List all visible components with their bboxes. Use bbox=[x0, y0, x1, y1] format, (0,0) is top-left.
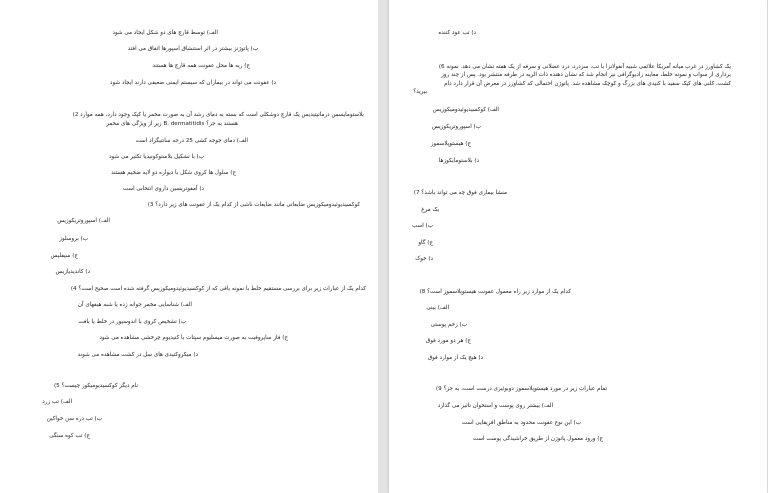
q6-question-line-3: کشت، کلنی های کپک سفید با کنیدی های بزرگ و کوچک مشاهده شد. پاتوژن احتمالی که کشاورز در معرض آن قرار دارد دام bbox=[444, 81, 731, 87]
q6-option-c: ج) هیستوپلاسموز bbox=[430, 141, 471, 147]
q4-option-c: ج) فاز ساپروفیت به صورت میسلیوم سپتات با کنیدیوم چرخشی مشاهده می شود bbox=[99, 335, 288, 341]
q6-question-line-1: یک کشاورز در غرب میانه آمریکا علائمی شبیه آنفولانزا با تب، سردرد، درد عضلانی و سرفه از یک هفته نشان می دهد. نمونه 6) bbox=[438, 64, 731, 70]
q2-option-d: د) آمفوتریسین داروی انتخابی است bbox=[122, 186, 204, 192]
q7-option-b: ب) اسب bbox=[412, 223, 433, 229]
q2-option-a: الف) دمای جوجه کشی 25 درجه سانتیگراد است bbox=[135, 138, 248, 144]
q1-option-c: ج) ریه ها محل عفونت همه قارچ ها هستند bbox=[152, 63, 250, 69]
q1-option-d: د) عفونت می تواند در بیماران که سیستم ایمنی ضعیفی دارند ایجاد شود bbox=[110, 80, 276, 86]
q4-option-b: ب) تشخیص کروی با اندوسپور در خلط یا بافت bbox=[78, 319, 186, 325]
q3-option-a: الف) اسپوروتریکوزیس bbox=[57, 218, 110, 224]
q8-question: کدام یک از موارد زیر راه معمول عفونت هیستوپلاسموز است؟ 8) bbox=[419, 289, 571, 295]
q2-question-line-2: هستند به جز؟ B. dermatitidis زیر از ویژگی های مخمر bbox=[106, 121, 238, 127]
q9-option-c: ج) ورود معمول پاتوژن از طریق خراشیدگی پوست است bbox=[472, 436, 603, 442]
q3-question: کوکسیدیوئیدومیکوزیس ضایعاتی مانند ضایعات ناشی از کدام یک از عفونت های زیر دارد؟ 3) bbox=[147, 202, 360, 208]
q6-option-d: د) بلاستومایکوزها bbox=[438, 158, 479, 164]
q4-option-a: الف) شناسایی مخمر جوانه زده یا شبه هیفهای آن bbox=[77, 302, 192, 308]
q4-question: کدام یک از عبارات زیر برای بررسی مستقیم خلط با نمونه باقی که از کوکسیدیوئیدومیکوزیس گرفته شده است صحیح است؟ 4) bbox=[70, 286, 366, 292]
q8-option-d: د) هیچ یک از موارد فوق bbox=[427, 355, 483, 361]
q9-option-a: الف) بیشتر روی پوست و استخوان تاثیر می گذارد bbox=[437, 403, 553, 409]
q5-option-d: د) تب عود کننده bbox=[438, 30, 476, 36]
q3-option-b: ب) بروسلوز bbox=[59, 236, 88, 242]
q5-option-a: الف) تب زرد bbox=[42, 399, 72, 405]
q3-option-d: د) کاندیدیازیس bbox=[55, 269, 90, 275]
q7-option-d: د) خوک bbox=[415, 256, 433, 262]
q6-option-a: الف) کوکسیدیوئیدومیکوزیس bbox=[432, 107, 499, 113]
q2-question-line-1: بلاستومایسس درماتیتیدیس یک قارچ دوشکلی است که بسته به دمای رشد آن به صورت مخمر یا کپک وجود دارد، همه موارد 2) bbox=[72, 112, 364, 118]
q6-question-line-2: برداری از سواب و نمونه خلط، معاینه رادیوگرافی نیز انجام شد که نشان دهنده ذات الریه در طرفه منتشر بود. پس از چند روز bbox=[441, 72, 731, 78]
q6-option-b: ب) اسپوروتریکوزیس bbox=[431, 124, 481, 130]
page-gutter bbox=[378, 0, 389, 493]
q3-option-c: ج) سیفلیس bbox=[50, 253, 78, 259]
q5-option-b: ب) تب دره سن خواکین bbox=[46, 416, 102, 422]
q1-option-a: الف) توسط قارچ های دو شکل ایجاد می شود bbox=[112, 30, 218, 36]
q5-option-c: ج) تب کوه سنگی bbox=[49, 433, 90, 439]
q2-option-c: ج) سلول ها کروی شکل با دیواره دو لایه ضخیم هستند bbox=[111, 170, 236, 176]
q6-question-line-4: بیرید؟ bbox=[413, 89, 427, 95]
q7-question: منشا بیماری فوق چه می تواند باشد؟ 7) bbox=[413, 190, 507, 196]
document-page-left bbox=[0, 0, 378, 493]
q5-question: نام دیگر کوکسیدیومیکوز چیست؟ 5) bbox=[53, 383, 138, 389]
q9-option-b: ب) این نوع عفونت محدود به مناطق افریقایی است bbox=[461, 420, 581, 426]
q7-option-a: یک مرغ bbox=[421, 207, 439, 213]
q8-option-c: ج) هر دو مورد فوق bbox=[425, 338, 471, 344]
document-page-right bbox=[389, 0, 767, 493]
q8-option-b: ب) زخم پوستی bbox=[430, 322, 467, 328]
q1-option-b: ب) پاتوژنز بیشتر در اثر استنشاق اسپورها اتفاق می افتد bbox=[127, 46, 258, 52]
q8-option-a: الف) بینی bbox=[426, 305, 449, 311]
q4-option-d: د) میکروکنیدی های سل در کشت مشاهده می شوند bbox=[77, 352, 198, 358]
q2-option-b: ب) با تشکیل بلاستوکونیدیا تکثیر می شود bbox=[109, 154, 204, 160]
q7-option-c: ج) گاو bbox=[418, 240, 433, 246]
q9-question: تمام عبارات زیر در مورد هیستوپلاسموز دوبوئیزی درست است، به جز؟ 9) bbox=[435, 386, 607, 392]
